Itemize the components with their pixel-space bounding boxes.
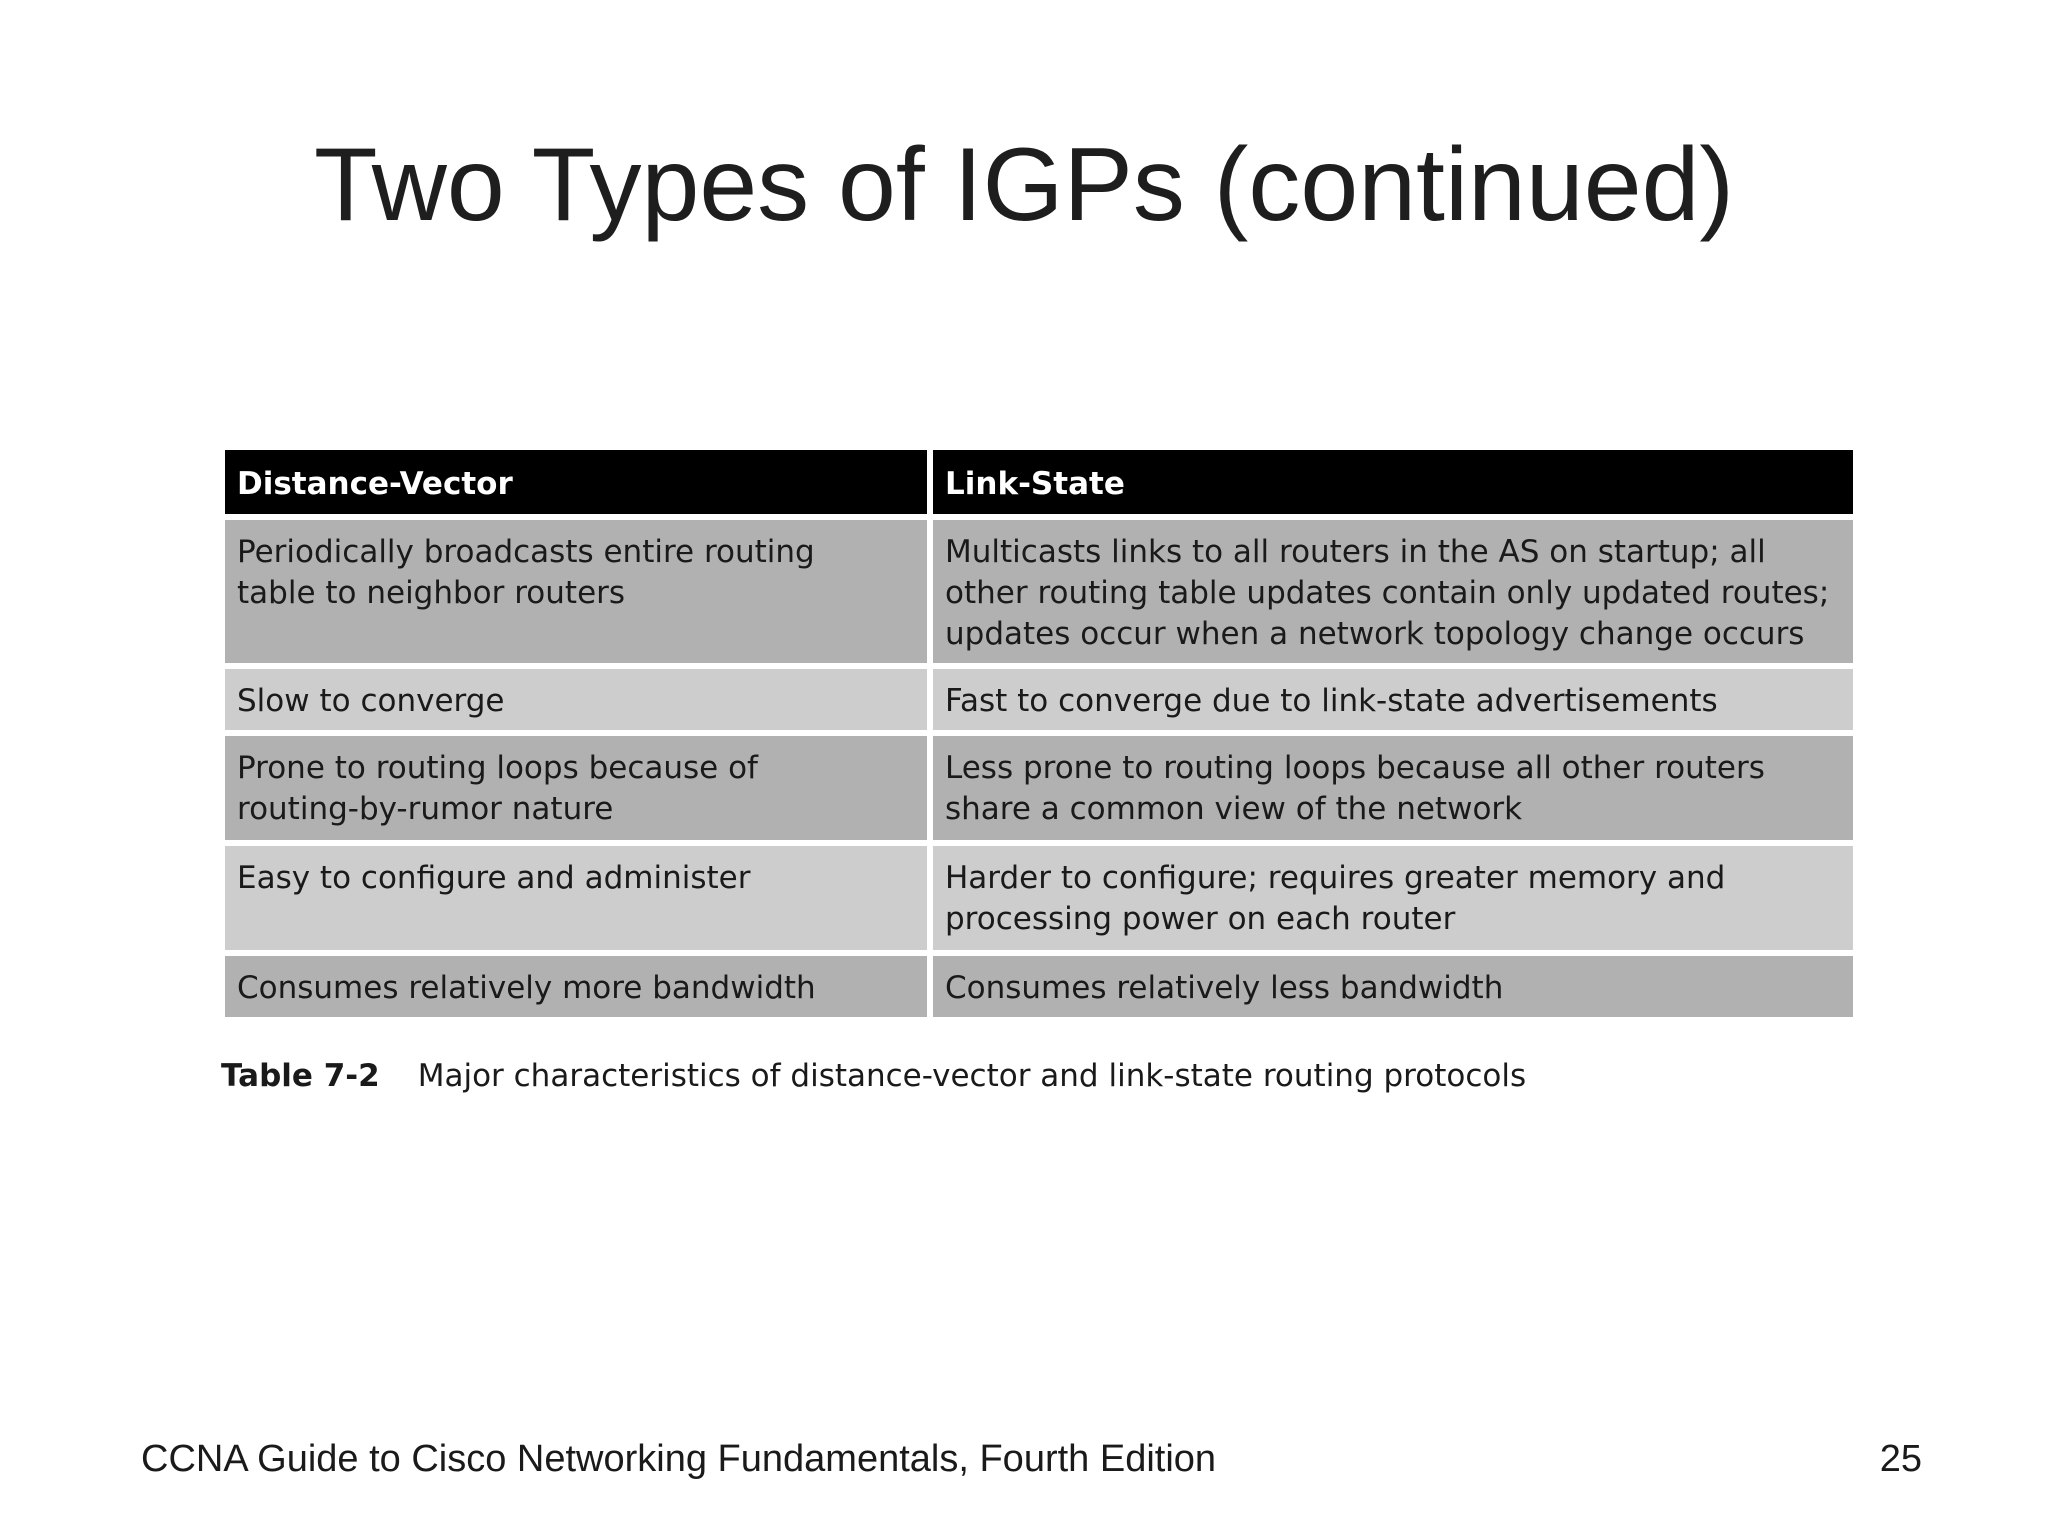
cell-distance-vector: Periodically broadcasts entire routing table to neighbor routers [222, 517, 930, 666]
cell-link-state: Multicasts links to all routers in the AS on startup; all other routing table updates contain only updated routes; updates occur when a network topology change occurs [930, 517, 1856, 666]
cell-link-state: Less prone to routing loops because all other routers share a common view of the network [930, 733, 1856, 843]
table-header-row [222, 450, 1856, 517]
table-row [222, 843, 1856, 953]
cell-link-state: Fast to converge due to link-state advertisements [930, 666, 1856, 733]
table-row [222, 517, 1856, 666]
table-caption-label: Table 7-2 [221, 1058, 380, 1094]
comparison-table-container [219, 450, 1853, 1023]
header-link-state: Link-State [930, 450, 1856, 517]
table-caption [221, 1058, 1526, 1094]
footer-book-title: CCNA Guide to Cisco Networking Fundamentals, Fourth Edition [141, 1438, 1217, 1480]
cell-distance-vector: Slow to converge [222, 666, 930, 733]
table-row [222, 733, 1856, 843]
footer-page-number: 25 [1879, 1438, 1922, 1480]
cell-distance-vector: Consumes relatively more bandwidth [222, 953, 930, 1020]
cell-link-state: Harder to configure; requires greater memory and processing power on each router [930, 843, 1856, 953]
header-distance-vector: Distance-Vector [222, 450, 930, 517]
cell-distance-vector: Easy to configure and administer [222, 843, 930, 953]
slide-title: Two Types of IGPs (continued) [313, 127, 1735, 243]
comparison-table [219, 450, 1859, 1023]
cell-distance-vector: Prone to routing loops because of routing-by-rumor nature [222, 733, 930, 843]
table-caption-text: Major characteristics of distance-vector and link-state routing protocols [417, 1058, 1527, 1094]
cell-link-state: Consumes relatively less bandwidth [930, 953, 1856, 1020]
table-row [222, 666, 1856, 733]
table-row [222, 953, 1856, 1020]
